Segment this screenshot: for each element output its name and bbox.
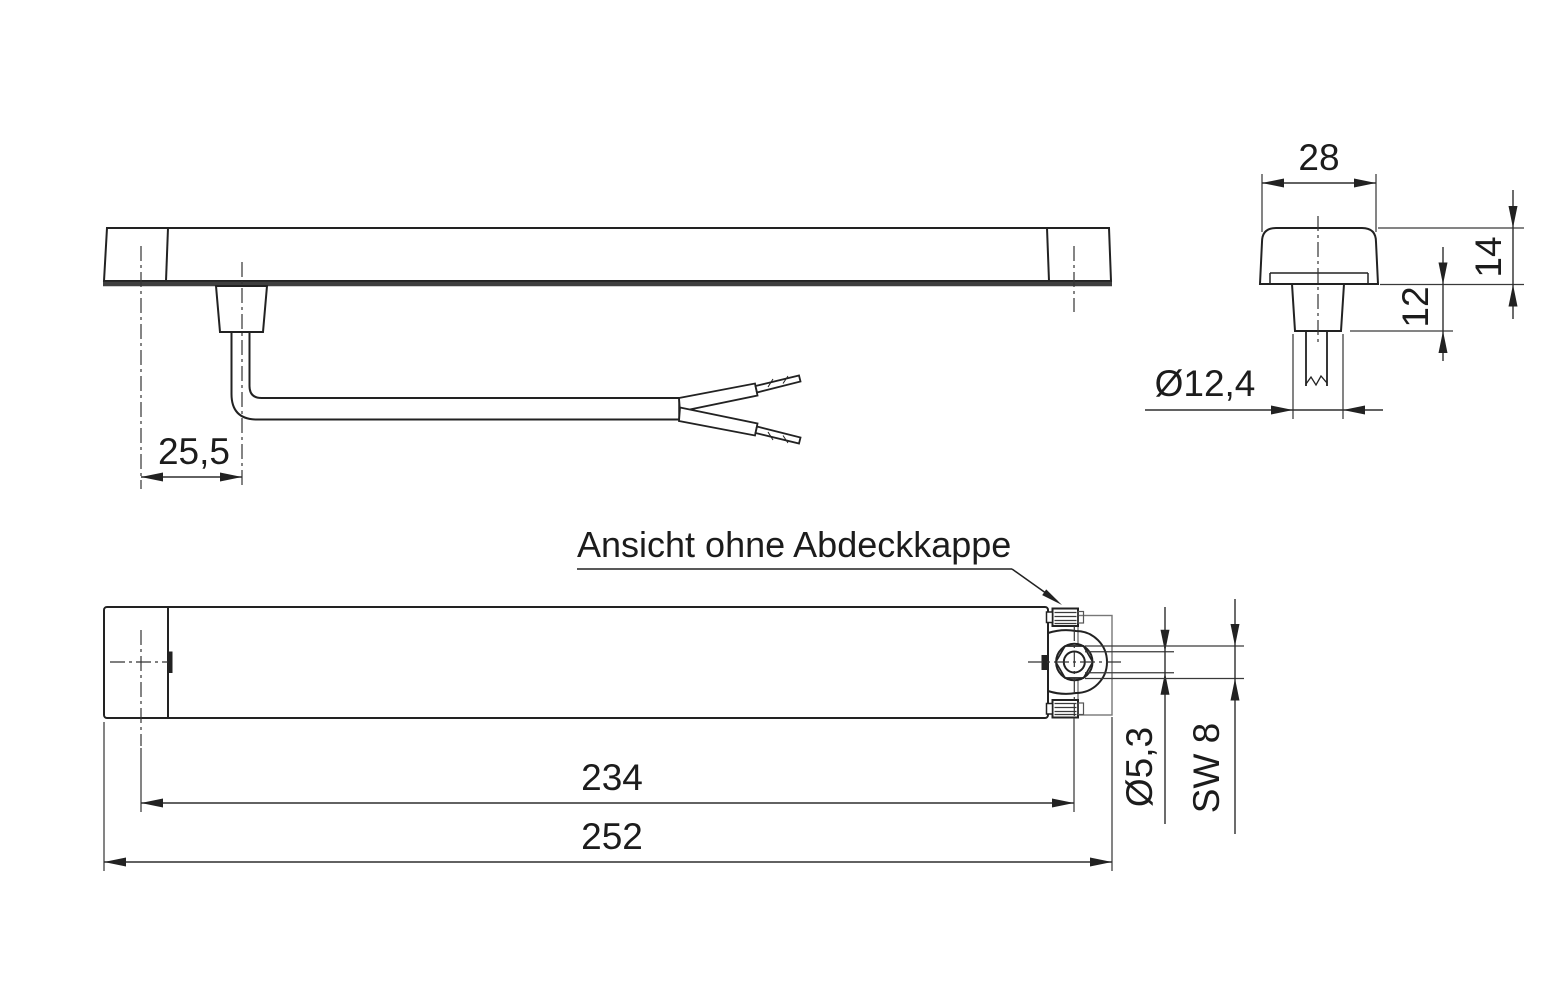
upper-wire-insulation	[679, 384, 758, 412]
dim-label-hole-diameter: Ø5,3	[1119, 726, 1160, 808]
dim-label-wrench-size: SW 8	[1186, 722, 1227, 814]
arrowhead	[1439, 263, 1448, 285]
cable-outer-line	[232, 332, 680, 420]
arrowhead	[104, 858, 126, 867]
dim-label-mount-span: 234	[581, 757, 643, 798]
dim-cable-offset	[141, 431, 242, 482]
arrowhead	[1161, 673, 1170, 695]
arrowhead	[1343, 406, 1365, 415]
cable-break-symbol	[1306, 376, 1327, 385]
lower-wire-tip	[756, 427, 801, 444]
stud-flange-left	[1047, 704, 1053, 715]
lamp-body-side-outline	[104, 228, 1111, 281]
wire-fork	[679, 376, 801, 444]
arrowhead	[1231, 679, 1240, 701]
dim-label-cable-offset: 25,5	[157, 431, 231, 472]
note-label: Ansicht ohne Abdeckkappe	[577, 524, 1012, 565]
end-view	[1145, 137, 1524, 419]
dim-label-stem-length: 12	[1395, 286, 1436, 328]
dim-label-stem-diameter: Ø12,4	[1154, 363, 1256, 404]
arrowhead	[141, 473, 163, 482]
arrowhead	[220, 473, 242, 482]
arrowhead	[1262, 179, 1284, 188]
dim-label-cap-width: 28	[1298, 137, 1340, 178]
arrowhead	[1090, 858, 1112, 867]
dim-label-total-length: 252	[581, 816, 643, 857]
dim-cap-width	[1262, 137, 1376, 232]
lamp-body-top-outline	[104, 607, 1048, 718]
threaded-stud-top	[1047, 609, 1084, 627]
arrowhead	[1439, 331, 1448, 353]
arrowhead	[1271, 406, 1293, 415]
top-view	[104, 524, 1244, 871]
dim-label-cap-height: 14	[1468, 236, 1509, 278]
cable-inner-line	[250, 332, 680, 398]
lower-wire-insulation	[679, 408, 758, 436]
arrowhead	[1509, 285, 1518, 307]
dim-mount-span	[141, 718, 1074, 812]
side-view	[103, 228, 1112, 489]
arrowhead	[1354, 179, 1376, 188]
upper-wire-tip	[756, 376, 801, 393]
arrowhead	[1161, 630, 1170, 652]
note-callout	[577, 524, 1062, 605]
stud-flange-left	[1047, 612, 1053, 623]
dim-stem-diameter	[1145, 334, 1383, 419]
arrowhead	[141, 799, 163, 808]
note-leader-arrowhead	[1042, 589, 1062, 605]
arrowhead	[1052, 799, 1074, 808]
cover-cap-outline	[1260, 228, 1378, 284]
threaded-stud-bottom	[1047, 700, 1084, 718]
arrowhead	[1231, 624, 1240, 646]
arrowhead	[1509, 206, 1518, 228]
